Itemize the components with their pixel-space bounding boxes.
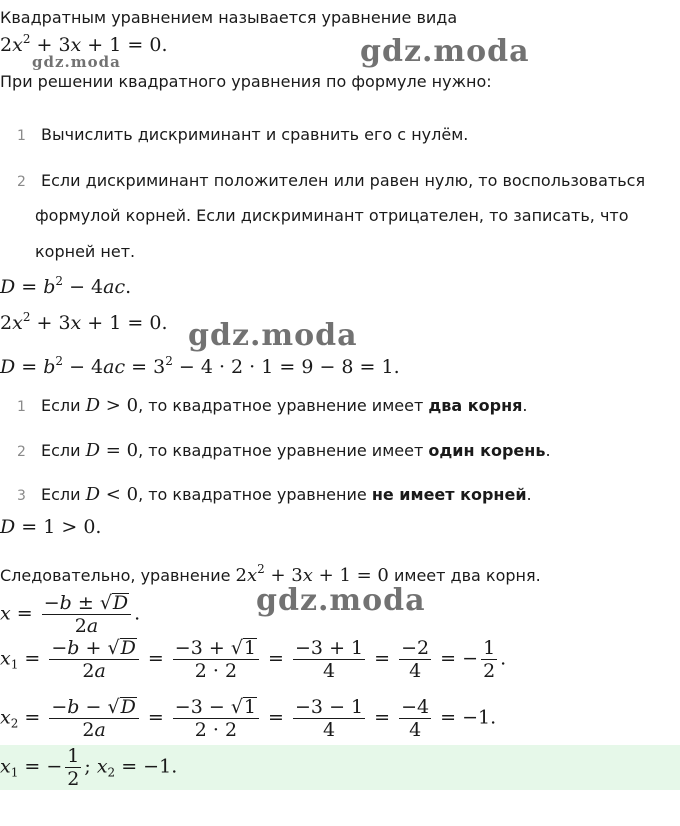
case-1 bbox=[17, 395, 528, 417]
step-text: Если дискриминант положителен или равен нулю, то воспользоваться bbox=[41, 171, 646, 190]
step-2-line2: формулой корней. Если дискриминант отрицателен, то записать, что bbox=[35, 206, 629, 225]
roots-formula: x = $\frac{-b \pm √D}{2a}$ . bbox=[0, 592, 141, 637]
step-2-line3: корней нет. bbox=[35, 242, 136, 261]
watermark-top: gdz.moda bbox=[360, 34, 530, 69]
conclusion bbox=[0, 562, 541, 587]
case-mid: , то квадратное уравнение имеет bbox=[138, 396, 424, 415]
case-number: 3 bbox=[17, 488, 26, 504]
step-text: Вычислить дискриминант и сравнить его с нулём. bbox=[41, 125, 469, 144]
step-number: 1 bbox=[17, 128, 26, 144]
case-2 bbox=[17, 440, 551, 462]
case-pre: Если bbox=[41, 396, 81, 415]
watermark-small: gdz.moda bbox=[32, 53, 121, 71]
case-mid: , то квадратное уравнение имеет bbox=[138, 441, 424, 460]
conclusion-pre: Следовательно, уравнение bbox=[0, 566, 231, 585]
equation-main: $2x^2 + 3x + 1 = 0$. bbox=[0, 32, 168, 56]
discriminant-calc: $D = b^2 - 4ac = 3^2 - 4 \cdot 2 \cdot 1 = 9 - 8 = 1$. bbox=[0, 354, 400, 378]
root-x1: $x_1$ = $\frac{-b + √D}{2a}$ = $\frac{-3 + √1}{2 \cdot 2}$ = $\frac{-3 + 1}{4}$ = $\frac{-2}{4}$ = − $\frac{1}{2}$ . bbox=[0, 637, 507, 682]
step-2 bbox=[17, 171, 645, 192]
case-number: 1 bbox=[17, 399, 26, 415]
root-x2: $x_2$ = $\frac{-b - √D}{2a}$ = $\frac{-3 - √1}{2 \cdot 2}$ = $\frac{-3 - 1}{4}$ = $\frac{-4}{4}$ = −1. bbox=[0, 696, 497, 741]
case-bold: не имеет корней bbox=[371, 485, 527, 504]
case-condition: D = 0 bbox=[85, 440, 139, 461]
watermark-bottom: gdz.moda bbox=[256, 583, 426, 618]
conclusion-post: имеет два корня. bbox=[393, 566, 541, 585]
watermark-middle: gdz.moda bbox=[188, 318, 358, 353]
formula-discriminant: $D = b^2 - 4ac$. bbox=[0, 274, 132, 298]
case-3 bbox=[17, 484, 532, 506]
case-bold: один корень bbox=[428, 441, 546, 460]
case-post: . bbox=[526, 485, 532, 504]
conclusion-equation: $2x^2 + 3x + 1 = 0$ bbox=[235, 562, 389, 586]
case-condition: D > 0 bbox=[85, 395, 139, 416]
step-1 bbox=[17, 125, 468, 146]
case-post: . bbox=[522, 396, 528, 415]
final-answer: $x_1$ = − $\frac{1}{2}$ ; $x_2 = -1$. bbox=[0, 745, 178, 790]
case-post: . bbox=[545, 441, 551, 460]
step-number: 2 bbox=[17, 174, 26, 190]
case-mid: , то квадратное уравнение bbox=[138, 485, 367, 504]
case-bold: два корня bbox=[428, 396, 523, 415]
case-number: 2 bbox=[17, 444, 26, 460]
case-condition: D < 0 bbox=[85, 484, 139, 505]
intro-text: Квадратным уравнением называется уравнение вида bbox=[0, 8, 458, 27]
discriminant-result: D = 1 > 0. bbox=[0, 516, 102, 538]
case-pre: Если bbox=[41, 441, 81, 460]
case-pre: Если bbox=[41, 485, 81, 504]
equation-repeat: $2x^2 + 3x + 1 = 0$. bbox=[0, 310, 168, 334]
lead-text: При решении квадратного уравнения по формуле нужно: bbox=[0, 72, 492, 91]
